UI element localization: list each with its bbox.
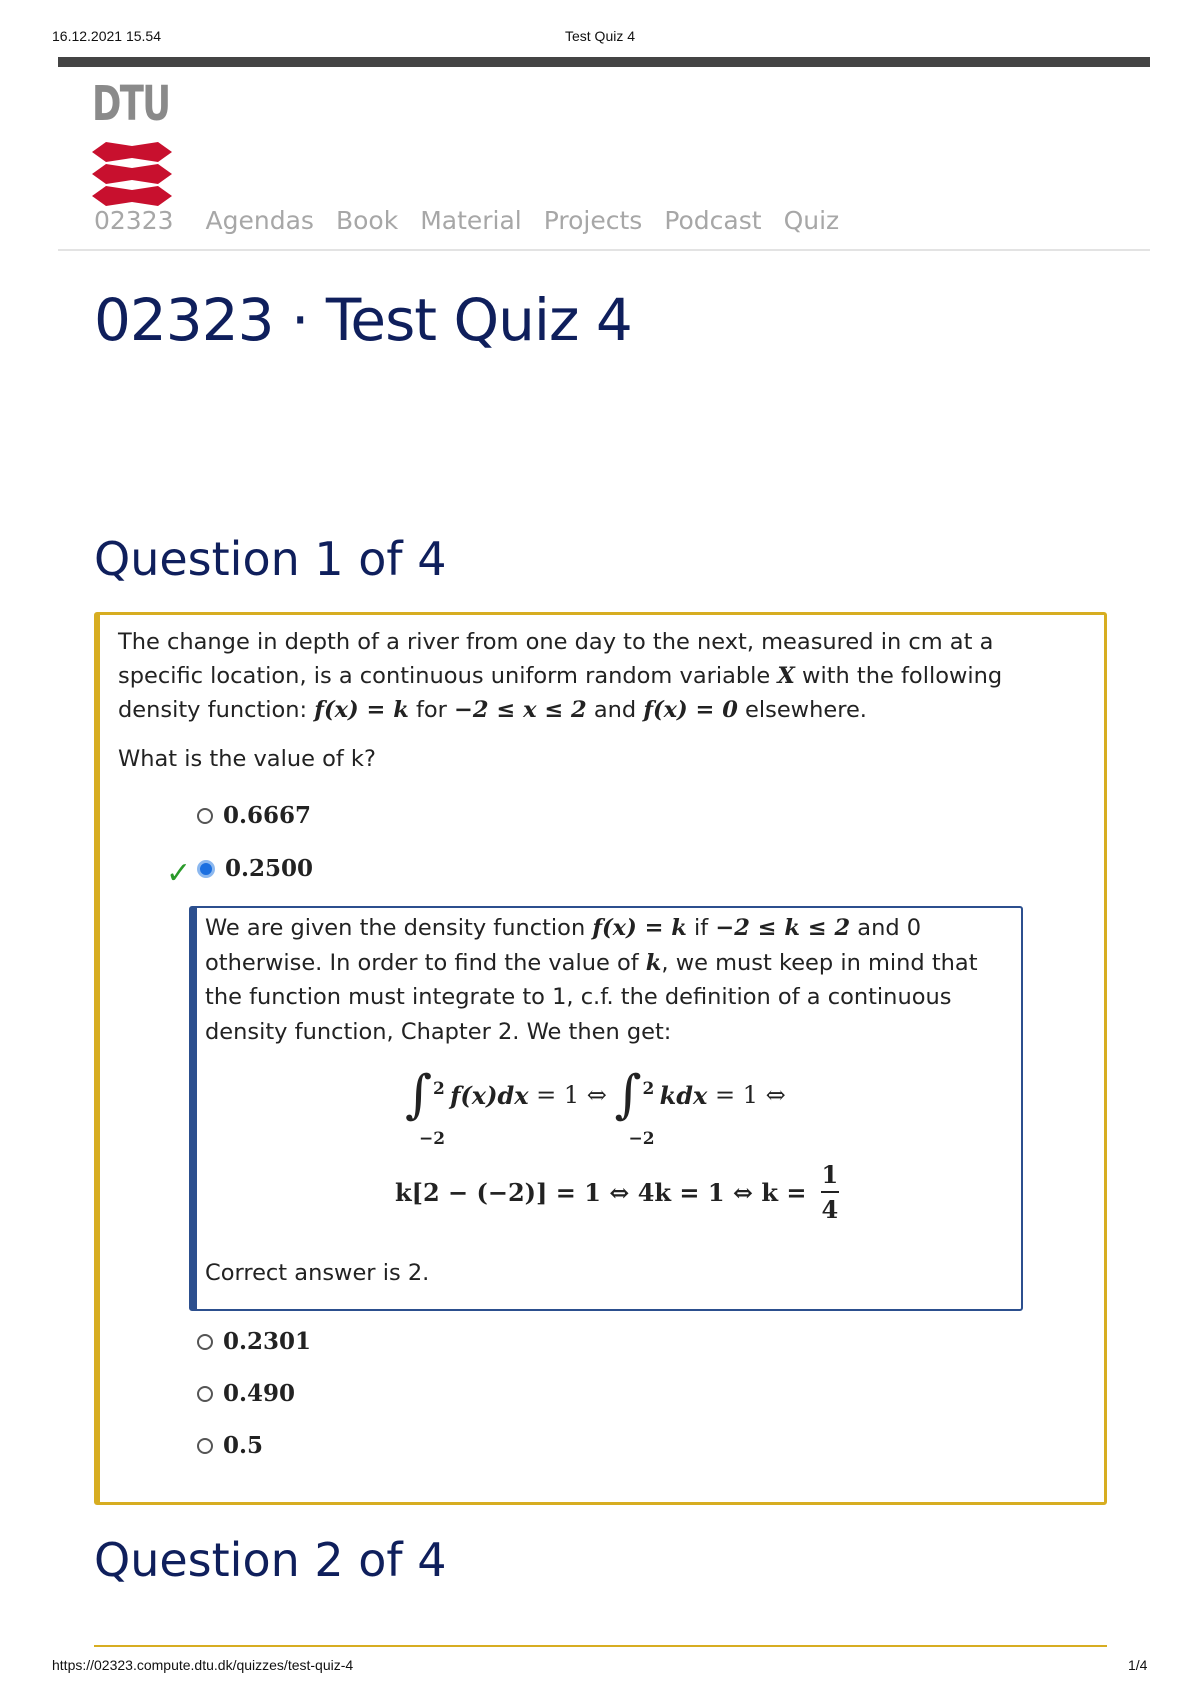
radio-selected-icon[interactable]: [197, 860, 215, 878]
print-page-number: 1/4: [1128, 1657, 1148, 1673]
logo-text: DTU: [92, 76, 170, 132]
print-title: Test Quiz 4: [564, 28, 636, 44]
main-nav: [94, 206, 861, 235]
nav-projects[interactable]: Projects: [543, 206, 643, 235]
f-eq-k: f(x) = k: [314, 697, 409, 723]
eq1-a: f(x)dx: [450, 1080, 529, 1110]
int1-lower: −2: [419, 1129, 446, 1149]
expl-m2: −2 ≤ k ≤ 2: [715, 915, 851, 941]
option-3[interactable]: [197, 1328, 311, 1355]
equation-integral: [405, 1065, 786, 1149]
question-2-title: Question 2 of 4: [94, 1533, 447, 1587]
option-3-label: 0.2301: [223, 1328, 312, 1355]
int2-lower: −2: [628, 1129, 655, 1149]
option-5-label: 0.5: [223, 1432, 264, 1459]
option-1-label: 0.6667: [223, 802, 312, 829]
explanation-answer: Correct answer is 2.: [205, 1260, 430, 1286]
var-x: X: [777, 663, 795, 689]
frac-num: 1: [821, 1160, 839, 1189]
question-1-ask: What is the value of k?: [118, 746, 376, 772]
eq1-d: = 1 ⇔: [707, 1081, 786, 1109]
nav-divider: [58, 249, 1150, 251]
option-2-label: 0.2500: [225, 855, 314, 882]
eq1-b: = 1 ⇔: [528, 1081, 615, 1109]
expl-t1: We are given the density function: [205, 915, 593, 941]
dtu-waves-icon: [92, 138, 172, 208]
expl-t2: if: [686, 915, 716, 941]
nav-course[interactable]: 02323: [94, 206, 174, 235]
nav-podcast[interactable]: Podcast: [664, 206, 762, 235]
expl-m1: f(x) = k: [592, 915, 687, 941]
option-5[interactable]: [197, 1432, 263, 1459]
integral-sign-1: ∫ 2 −2: [405, 1070, 432, 1120]
option-4-label: 0.490: [223, 1380, 296, 1407]
radio-icon[interactable]: [197, 1438, 213, 1454]
correct-check-icon: ✓: [166, 856, 192, 891]
dtu-logo[interactable]: [92, 76, 172, 200]
radio-icon[interactable]: [197, 1334, 213, 1350]
q-range: −2 ≤ x ≤ 2: [454, 697, 587, 723]
equation-solve: [395, 1160, 839, 1224]
expl-m3: k: [645, 949, 662, 976]
fraction-one-quarter: [821, 1160, 839, 1224]
q-text-b: with the following density function:: [118, 663, 1003, 723]
option-2[interactable]: [197, 855, 313, 882]
nav-agendas[interactable]: Agendas: [205, 206, 314, 235]
q-for: for: [408, 697, 455, 723]
option-4[interactable]: [197, 1380, 295, 1407]
explanation-text: [205, 911, 1005, 1049]
q-elsewhere: elsewhere.: [737, 697, 867, 723]
eq2-a: k[2 − (−2)] = 1 ⇔ 4k = 1 ⇔ k =: [395, 1177, 815, 1207]
nav-book[interactable]: Book: [335, 206, 399, 235]
expl-t3: and 0 otherwise. In order to find the value of: [205, 915, 922, 976]
q-text-a: The change in depth of a river from one day to the next, measured in cm at a specific location, is a continuous uniform random variable: [118, 629, 994, 689]
nav-quiz[interactable]: Quiz: [783, 206, 840, 235]
integral-sign-2: ∫ 2 −2: [615, 1070, 642, 1120]
q-and: and: [586, 697, 644, 723]
int2-upper: 2: [642, 1079, 655, 1099]
eq1-c: kdx: [659, 1080, 708, 1110]
top-bar: [58, 57, 1150, 67]
f-eq-0: f(x) = 0: [643, 697, 738, 723]
frac-bar: [821, 1191, 839, 1193]
bottom-divider: [94, 1645, 1107, 1647]
expl-t4: , we must keep in mind that the function must integrate to 1, c.f. the definition of a continuous density function, Chapter 2. We then get:: [205, 949, 978, 1045]
radio-icon[interactable]: [197, 1386, 213, 1402]
question-1-text: [118, 625, 1078, 727]
int1-upper: 2: [433, 1079, 445, 1099]
question-1-title: Question 1 of 4: [94, 532, 447, 586]
frac-den: 4: [821, 1195, 839, 1224]
print-url: https://02323.compute.dtu.dk/quizzes/test-quiz-4: [52, 1657, 354, 1673]
option-1[interactable]: [197, 802, 311, 829]
radio-icon[interactable]: [197, 808, 213, 824]
nav-material[interactable]: Material: [420, 206, 522, 235]
print-datetime: 16.12.2021 15.54: [52, 28, 161, 44]
page-title: 02323 · Test Quiz 4: [94, 286, 632, 354]
